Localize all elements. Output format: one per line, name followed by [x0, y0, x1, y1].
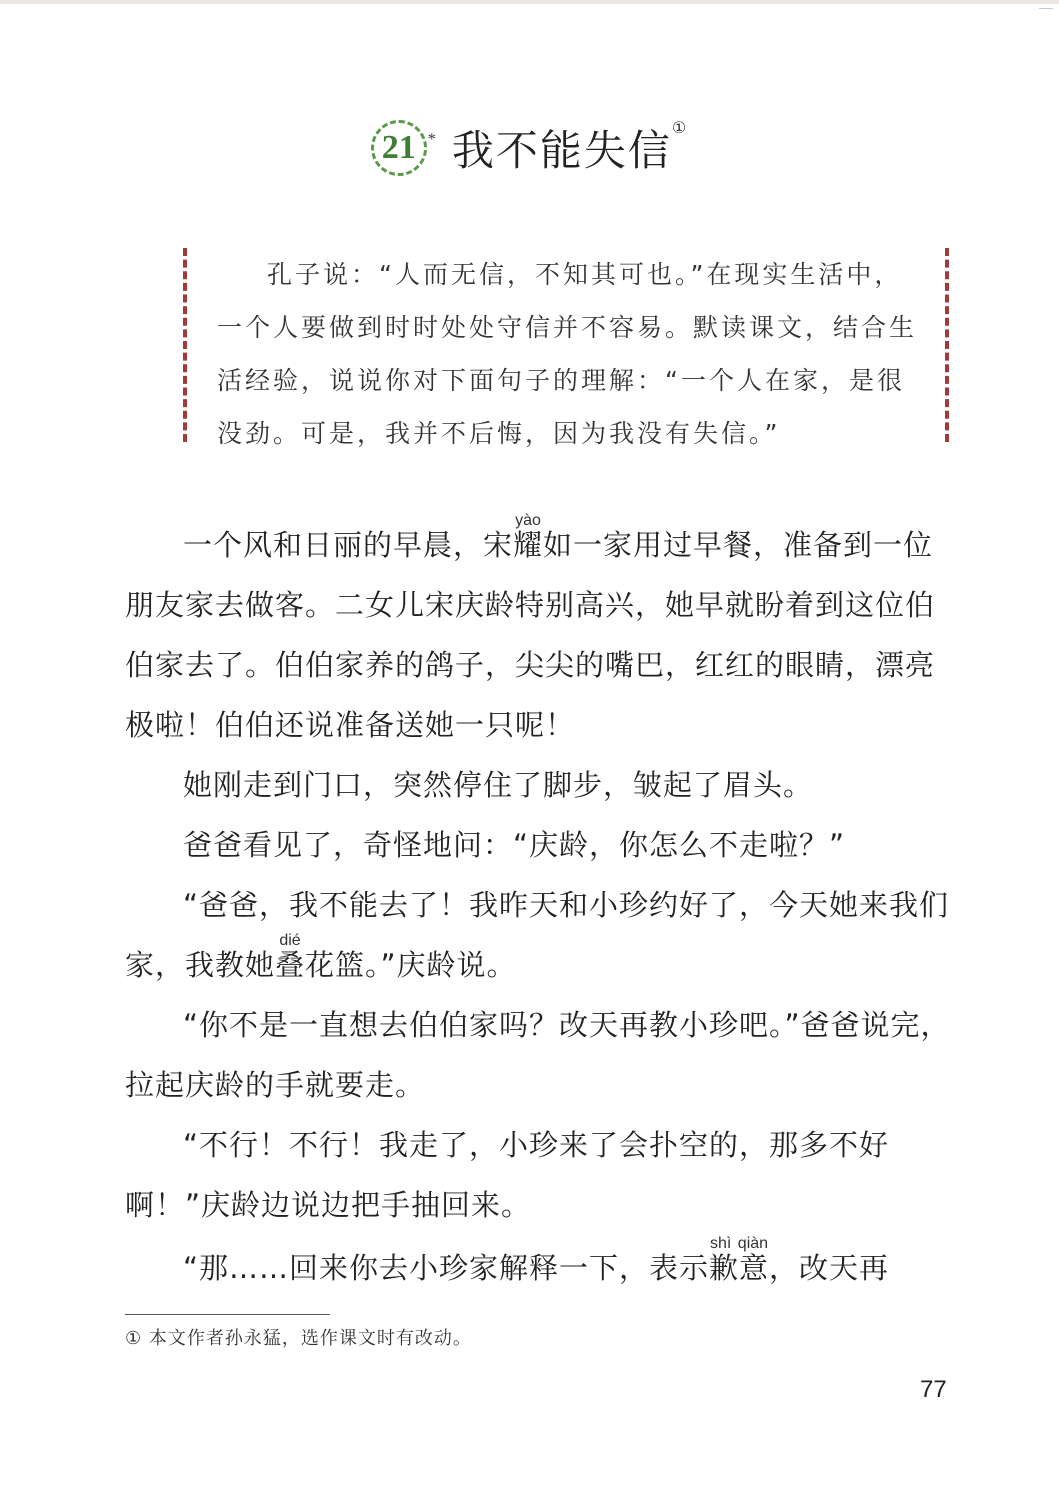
optional-lesson-star: *: [427, 131, 436, 148]
lesson-number-badge: [371, 120, 436, 176]
top-edge-strip: [0, 0, 1059, 4]
annotated-char: 叠: [275, 948, 306, 982]
paragraph-7-part-a: “那……回来你去小珍家解释一下，表示: [183, 1251, 710, 1285]
paragraph-5: “你不是一直想去伯伯家吗？改天再教小珍吧。”爸爸说完，拉起庆龄的手就要走。: [125, 1008, 951, 1102]
lesson-title: [452, 118, 688, 178]
paragraph-6: “不行！不行！我走了，小珍来了会扑空的，那多不好啊！”庆龄边说边把手抽回来。: [125, 1128, 890, 1222]
paragraph-4-part-a: “爸爸，我不能去了！我昨天和小珍约好了，今天她来我们家，我教她: [125, 888, 950, 982]
pinyin: shì qiàn: [709, 1235, 770, 1252]
paragraph-4-part-b: 花篮。”庆龄说。: [305, 948, 517, 982]
pinyin-annotation-yao: [513, 512, 544, 562]
page-number: 77: [920, 1376, 947, 1403]
lesson-title-row: [0, 118, 1059, 178]
reading-prompt-text: 孔子说：“人而无信，不知其可也。”在现实生活中，一个人要做到时时处处守信并不容易。默读课文，结合生活经验，说说你对下面句子的理解：“一个人在家，是很没劲。可是，我并不后悔，因为我没有失信。”: [217, 260, 918, 448]
pinyin-annotation-die: [275, 932, 306, 982]
paragraph-3: 爸爸看见了，奇怪地问：“庆龄，你怎么不走啦？”: [183, 828, 846, 862]
title-footnote-mark: ①: [671, 118, 689, 137]
annotated-chars: 歉意: [709, 1251, 770, 1285]
pinyin: yào: [513, 512, 544, 529]
paragraph-1-part-a: 一个风和日丽的早晨，宋: [183, 528, 514, 562]
reading-prompt-box: [183, 248, 949, 448]
paragraph-1-part-b: 如一家用过早餐，准备到一位朋友家去做客。二女儿宋庆龄特别高兴，她早就盼着到这位伯伯家去了。伯伯家养的鸽子，尖尖的嘴巴，红红的眼睛，漂亮极啦！伯伯还说准备送她一只呢！: [125, 528, 936, 742]
pinyin-annotation-shiqian: [709, 1235, 770, 1285]
paragraph-2: 她刚走到门口，突然停住了脚步，皱起了眉头。: [183, 768, 814, 802]
footnote: ① 本文作者孙永猛，选作课文时有改动。: [125, 1328, 472, 1349]
paragraph-4: [125, 875, 955, 995]
paragraph-1: [125, 512, 955, 755]
paragraph-7: [125, 1235, 955, 1298]
footnote-divider: [125, 1314, 330, 1315]
corner-mark: [1039, 8, 1053, 9]
pinyin: dié: [275, 932, 306, 949]
lesson-body: [125, 512, 955, 1298]
annotated-char: 耀: [513, 528, 544, 562]
paragraph-7-part-b: ，改天再: [769, 1251, 890, 1285]
lesson-title-text: 我不能失信: [451, 126, 672, 175]
lesson-number: 21: [381, 129, 416, 166]
